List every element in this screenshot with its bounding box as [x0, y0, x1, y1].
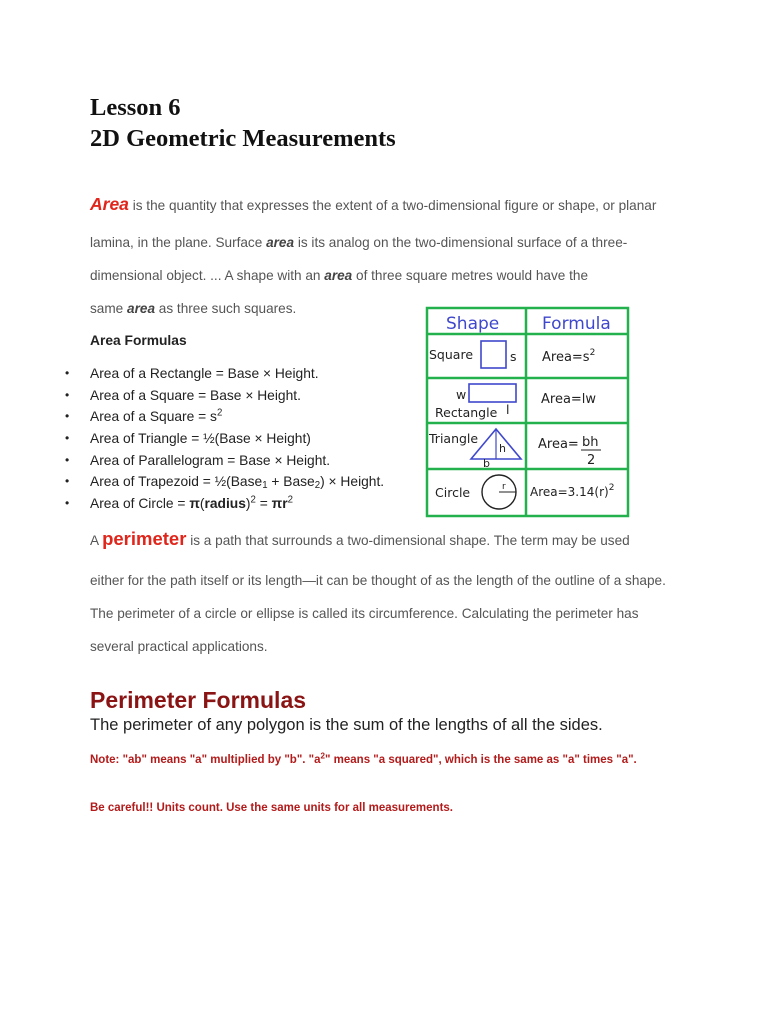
- rect-formula: Area=lw: [541, 392, 597, 407]
- tri-denominator: 2: [587, 453, 596, 468]
- area-formulas-list: [65, 363, 384, 515]
- tri-label: Triangle: [429, 431, 479, 446]
- lesson-subtitle: 2D Geometric Measurements: [90, 125, 396, 152]
- list-item: • Area of a Rectangle = Base × Height.: [65, 363, 384, 385]
- tri-b-label: b: [483, 457, 490, 470]
- rectangle-icon: [469, 384, 516, 402]
- square-label: Square: [429, 347, 474, 362]
- list-item: • Area of Trapezoid = ½(Base$_1$ + Base$_2$) × Height.: [65, 471, 384, 493]
- square-icon: [481, 341, 506, 368]
- note-text: Note: "ab" means "a" multiplied by "b". "$a^2$" means "a squared", which is the same as "a" times "a".: [90, 751, 637, 766]
- header-shape: Shape: [446, 314, 500, 334]
- square-formula: $Area=s^2$: [542, 348, 596, 365]
- area-line-2: lamina, in the plane. Surface area is its analog on the two-dimensional surface of a three-: [90, 235, 628, 250]
- area-term: Area: [90, 194, 129, 214]
- list-item: • Area of Parallelogram = Base × Height.: [65, 450, 384, 472]
- circle-label: Circle: [435, 485, 471, 500]
- circle-formula: $Area=3.14(r)^2$: [530, 483, 615, 499]
- rect-w-label: w: [456, 387, 467, 402]
- lesson-title: [90, 92, 396, 154]
- tri-formula: Area=: [538, 437, 579, 452]
- careful-text: Be careful!! Units count. Use the same units for all measurements.: [90, 802, 453, 814]
- perimeter-intro: The perimeter of any polygon is the sum of the lengths of all the sides.: [90, 716, 603, 734]
- list-item: • Area of Circle = π(radius)$^2$ = $\pi r^2$: [65, 493, 384, 515]
- tri-numerator: bh: [582, 435, 599, 450]
- perimeter-line-2: either for the path itself or its length—it can be thought of as the length of the outline of a shape.: [90, 573, 666, 588]
- perimeter-formulas-heading: Perimeter Formulas: [90, 687, 307, 713]
- list-item: • Area of a Square = $s^2$: [65, 406, 384, 428]
- lesson-number: Lesson 6: [90, 94, 181, 121]
- area-line-4: same area as three such squares.: [90, 301, 297, 316]
- perimeter-line-3: The perimeter of a circle or ellipse is called its circumference. Calculating the perimeter has: [90, 606, 639, 621]
- area-line-1: Area is the quantity that expresses the extent of a two-dimensional figure or shape, or planar: [90, 194, 657, 214]
- perimeter-line-4: several practical applications.: [90, 639, 268, 654]
- area-formulas-heading: Area Formulas: [90, 333, 187, 348]
- list-item: • Area of Triangle = ½(Base × Height): [65, 428, 384, 450]
- perimeter-term: perimeter: [102, 528, 187, 549]
- tri-h-label: h: [499, 442, 506, 455]
- square-side-label: s: [510, 349, 517, 364]
- circle-r-label: r: [502, 482, 506, 492]
- rect-label: Rectangle: [435, 405, 498, 420]
- list-item: • Area of a Square = Base × Height.: [65, 385, 384, 407]
- area-line-3: dimensional object. ... A shape with an area of three square metres would have the: [90, 268, 589, 283]
- perimeter-line-1: A perimeter is a path that surrounds a two-dimensional shape. The term may be used: [90, 528, 630, 549]
- shape-formula-table: [425, 306, 630, 518]
- header-formula: Formula: [542, 314, 611, 334]
- rect-l-label: l: [506, 402, 510, 417]
